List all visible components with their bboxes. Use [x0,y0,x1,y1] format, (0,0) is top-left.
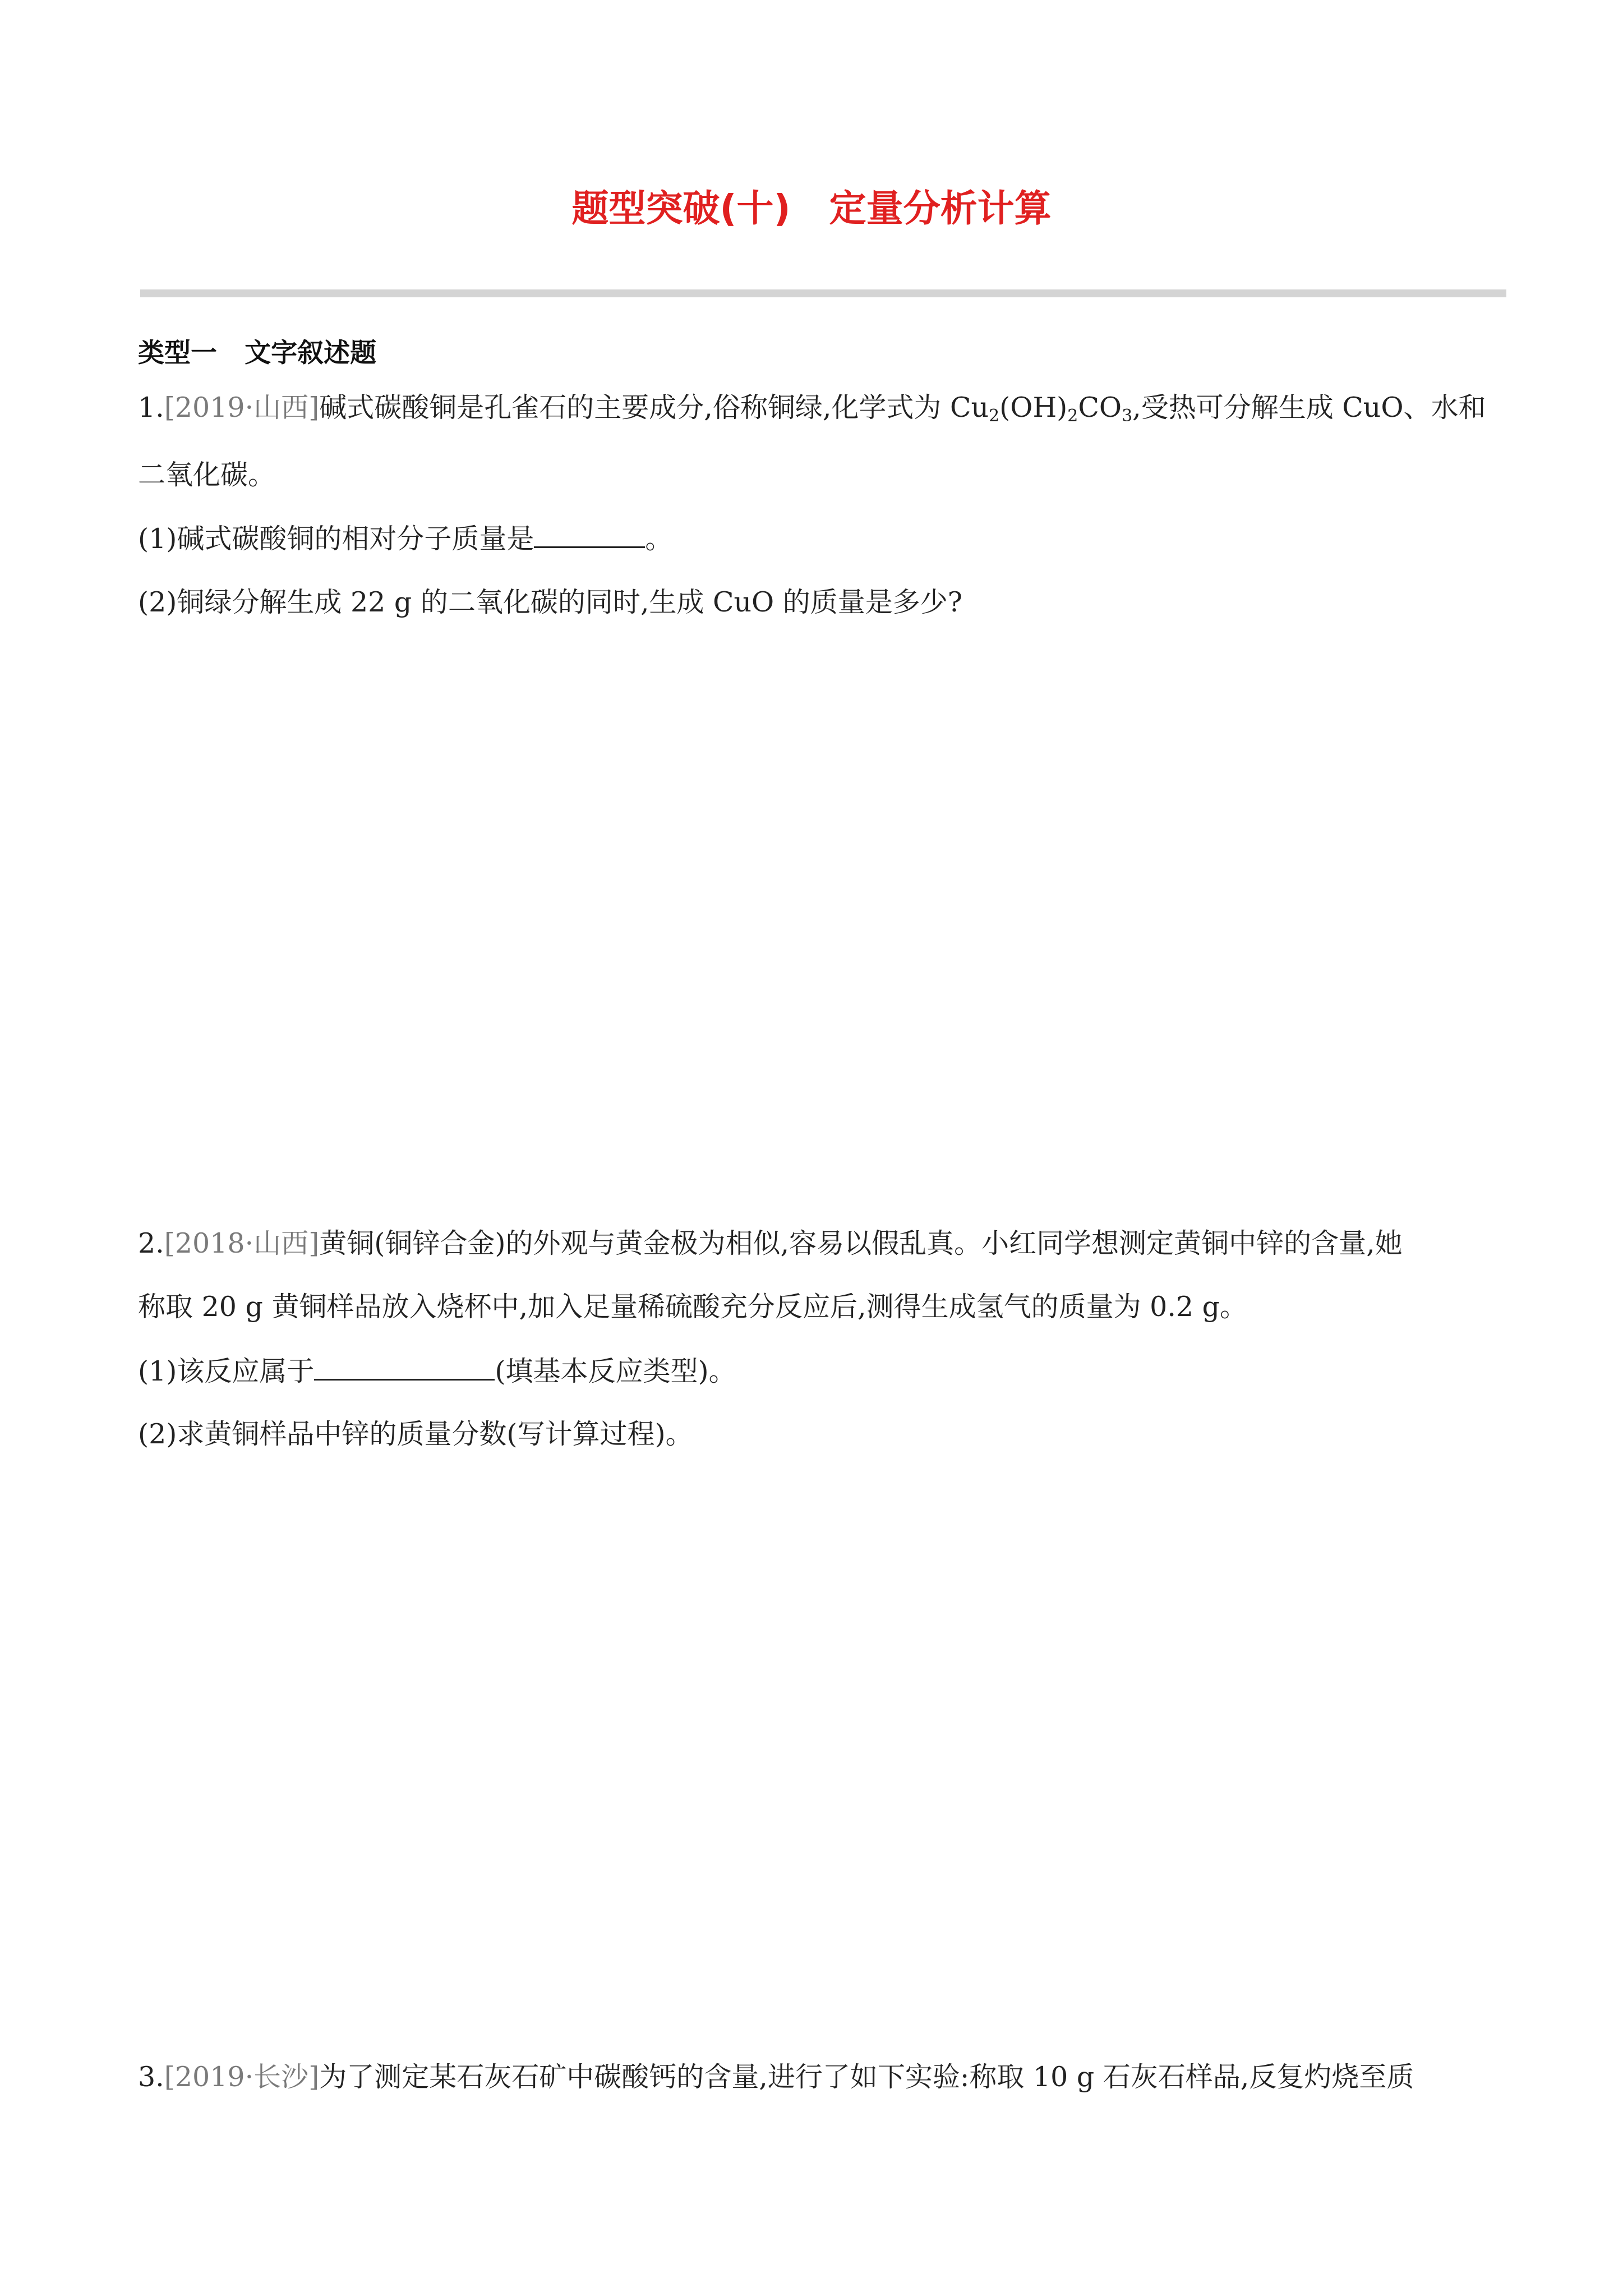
subscript: 2 [989,406,1000,426]
question-1-line-2: 二氧化碳。 [138,459,276,491]
question-1-text: (OH) [999,392,1068,424]
subscript: 2 [1067,406,1078,426]
question-2-part-1-text: (1)该反应属于 [138,1355,315,1387]
page-title: 题型突破(十) 定量分析计算 [571,187,1052,230]
question-1-text: 碱式碳酸铜是孔雀石的主要成分,俗称铜绿,化学式为 Cu [319,392,989,424]
question-2-part-2: (2)求黄铜样品中锌的质量分数(写计算过程)。 [138,1418,693,1450]
title-divider [140,289,1506,297]
question-3-source: [2019·长沙] [164,2061,320,2093]
question-3-number: 3. [138,2061,164,2093]
question-2-part-1-end: (填基本反应类型)。 [495,1355,736,1387]
question-2-part-1 [138,1354,736,1388]
answer-blank-1[interactable] [534,522,645,548]
question-2-line-2: 称取 20 g 黄铜样品放入烧杯中,加入足量稀硫酸充分反应后,测得生成氢气的质量为 0.2 g。 [138,1291,1248,1323]
question-1-text: CO [1078,392,1122,424]
question-2-source: [2018·山西] [164,1227,320,1259]
question-1-part-1-end: 。 [645,523,673,555]
question-2-text: 黄铜(铜锌合金)的外观与黄金极为相似,容易以假乱真。小红同学想测定黄铜中锌的含量,她 [319,1227,1403,1259]
question-1-number: 1. [138,392,164,424]
question-1-part-1-text: (1)碱式碳酸铜的相对分子质量是 [138,523,534,555]
question-1-source: [2019·山西] [164,392,320,424]
subscript: 3 [1122,406,1133,426]
question-1-line-1 [138,391,1486,425]
question-1-text: ,受热可分解生成 CuO、水和 [1132,392,1486,424]
question-2-number: 2. [138,1227,164,1259]
question-1-part-2: (2)铜绿分解生成 22 g 的二氧化碳的同时,生成 CuO 的质量是多少? [138,586,963,618]
question-1-part-1 [138,522,672,556]
section-heading: 类型一 文字叙述题 [138,338,377,369]
question-2-line-1 [138,1227,1403,1260]
answer-blank-2[interactable] [314,1354,495,1381]
question-3-line-1 [138,2060,1414,2094]
question-3-text: 为了测定某石灰石矿中碳酸钙的含量,进行了如下实验:称取 10 g 石灰石样品,反复灼烧至质 [319,2061,1414,2093]
